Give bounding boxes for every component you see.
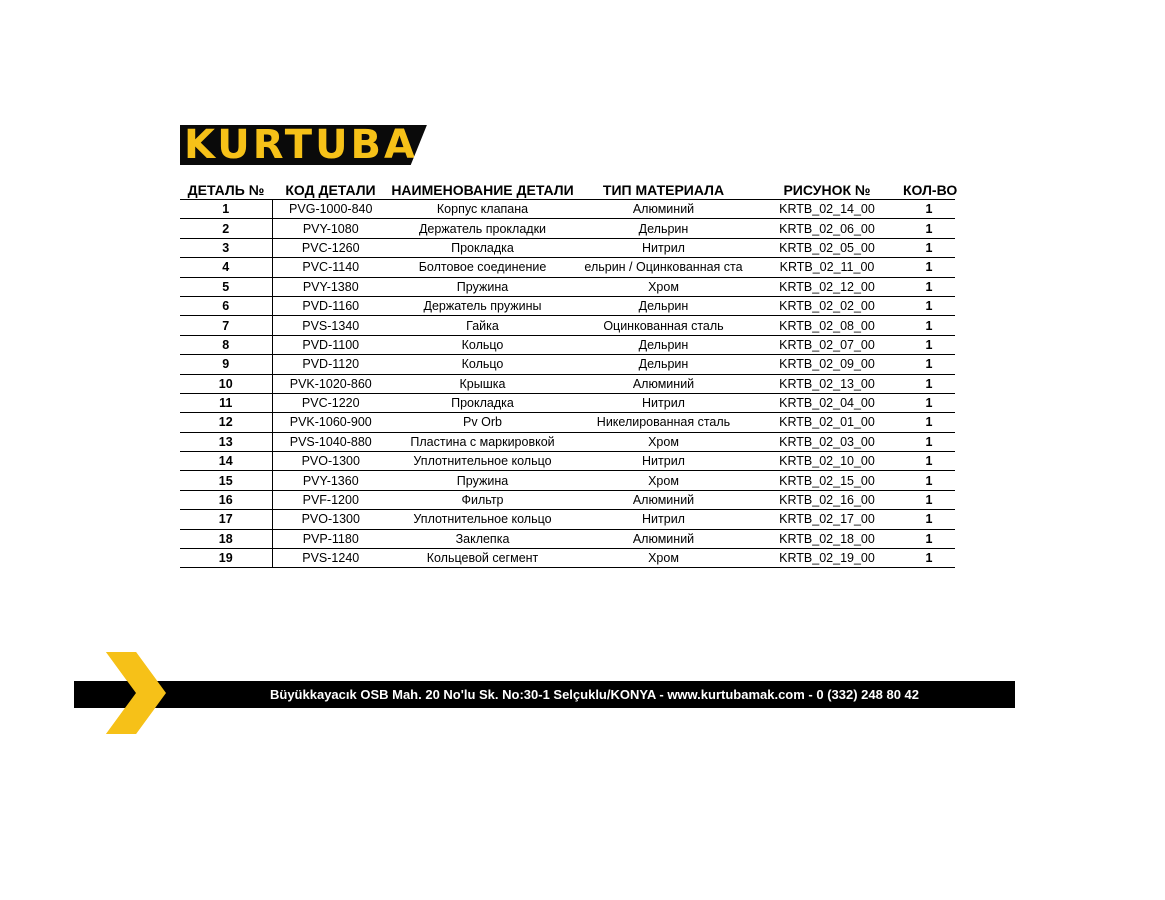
table-body — [180, 200, 955, 568]
cell-drawing: KRTB_02_18_00 — [751, 529, 903, 548]
cell-code: PVK-1020-860 — [272, 374, 389, 393]
cell-drawing: KRTB_02_03_00 — [751, 432, 903, 451]
cell-part-no: 19 — [180, 549, 272, 568]
table-header-row — [180, 181, 955, 200]
cell-material: Дельрин — [576, 296, 751, 315]
cell-drawing: KRTB_02_19_00 — [751, 549, 903, 568]
cell-material: Нитрил — [576, 393, 751, 412]
footer-address: Büyükkayacık OSB Mah. 20 No'lu Sk. No:30-1 Selçuklu/KONYA - www.kurtubamak.com - 0 (332) 248 80 42 — [270, 687, 919, 702]
cell-name: Кольцо — [389, 355, 576, 374]
cell-drawing: KRTB_02_07_00 — [751, 335, 903, 354]
table-row — [180, 510, 955, 529]
cell-name: Заклепка — [389, 529, 576, 548]
cell-name: Уплотнительное кольцо — [389, 510, 576, 529]
cell-part-no: 17 — [180, 510, 272, 529]
cell-code: PVK-1060-900 — [272, 413, 389, 432]
chevron-overlay-icon — [106, 652, 168, 734]
cell-qty: 1 — [903, 316, 955, 335]
cell-part-no: 3 — [180, 238, 272, 257]
cell-part-no: 5 — [180, 277, 272, 296]
cell-qty: 1 — [903, 355, 955, 374]
cell-part-no: 8 — [180, 335, 272, 354]
cell-part-no: 14 — [180, 452, 272, 471]
cell-part-no: 11 — [180, 393, 272, 412]
table-row — [180, 393, 955, 412]
cell-drawing: KRTB_02_13_00 — [751, 374, 903, 393]
table-row — [180, 529, 955, 548]
table-row — [180, 277, 955, 296]
cell-part-no: 16 — [180, 490, 272, 509]
cell-material: Нитрил — [576, 510, 751, 529]
cell-qty: 1 — [903, 510, 955, 529]
cell-name: Пружина — [389, 277, 576, 296]
cell-material: Дельрин — [576, 219, 751, 238]
table-row — [180, 238, 955, 257]
cell-qty: 1 — [903, 374, 955, 393]
cell-qty: 1 — [903, 200, 955, 219]
cell-part-no: 18 — [180, 529, 272, 548]
cell-qty: 1 — [903, 471, 955, 490]
cell-drawing: KRTB_02_14_00 — [751, 200, 903, 219]
parts-table — [180, 181, 958, 568]
table-row — [180, 219, 955, 238]
logo-text: KURTUBA — [184, 125, 418, 165]
cell-code: PVS-1040-880 — [272, 432, 389, 451]
cell-drawing: KRTB_02_09_00 — [751, 355, 903, 374]
cell-drawing: KRTB_02_05_00 — [751, 238, 903, 257]
table-row — [180, 296, 955, 315]
cell-material: ельрин / Оцинкованная ста — [576, 258, 751, 277]
table-row — [180, 200, 955, 219]
cell-code: PVY-1360 — [272, 471, 389, 490]
cell-name: Фильтр — [389, 490, 576, 509]
cell-part-no: 12 — [180, 413, 272, 432]
cell-drawing: KRTB_02_17_00 — [751, 510, 903, 529]
header-part-no: ДЕТАЛЬ № — [180, 181, 272, 200]
cell-code: PVD-1120 — [272, 355, 389, 374]
table-row — [180, 374, 955, 393]
cell-drawing: KRTB_02_06_00 — [751, 219, 903, 238]
cell-name: Прокладка — [389, 393, 576, 412]
cell-material: Хром — [576, 471, 751, 490]
footer-bar — [74, 681, 1015, 708]
cell-qty: 1 — [903, 258, 955, 277]
cell-name: Прокладка — [389, 238, 576, 257]
cell-material: Оцинкованная сталь — [576, 316, 751, 335]
kurtuba-logo — [180, 125, 432, 165]
cell-code: PVC-1260 — [272, 238, 389, 257]
cell-part-no: 13 — [180, 432, 272, 451]
cell-code: PVD-1100 — [272, 335, 389, 354]
cell-part-no: 1 — [180, 200, 272, 219]
cell-material: Алюминий — [576, 529, 751, 548]
cell-drawing: KRTB_02_15_00 — [751, 471, 903, 490]
cell-drawing: KRTB_02_01_00 — [751, 413, 903, 432]
cell-code: PVO-1300 — [272, 452, 389, 471]
cell-qty: 1 — [903, 452, 955, 471]
cell-part-no: 15 — [180, 471, 272, 490]
cell-material: Дельрин — [576, 355, 751, 374]
cell-qty: 1 — [903, 238, 955, 257]
table-row — [180, 413, 955, 432]
cell-code: PVP-1180 — [272, 529, 389, 548]
cell-name: Крышка — [389, 374, 576, 393]
cell-code: PVY-1380 — [272, 277, 389, 296]
cell-qty: 1 — [903, 277, 955, 296]
cell-qty: 1 — [903, 413, 955, 432]
cell-part-no: 10 — [180, 374, 272, 393]
cell-name: Кольцевой сегмент — [389, 549, 576, 568]
cell-name: Держатель пружины — [389, 296, 576, 315]
cell-part-no: 2 — [180, 219, 272, 238]
cell-code: PVS-1240 — [272, 549, 389, 568]
cell-material: Хром — [576, 277, 751, 296]
cell-part-no: 9 — [180, 355, 272, 374]
cell-code: PVF-1200 — [272, 490, 389, 509]
cell-material: Хром — [576, 549, 751, 568]
cell-qty: 1 — [903, 296, 955, 315]
header-material: ТИП МАТЕРИАЛА — [576, 181, 751, 200]
cell-code: PVC-1140 — [272, 258, 389, 277]
cell-qty: 1 — [903, 393, 955, 412]
cell-name: Пружина — [389, 471, 576, 490]
cell-material: Хром — [576, 432, 751, 451]
cell-drawing: KRTB_02_12_00 — [751, 277, 903, 296]
header-code: КОД ДЕТАЛИ — [272, 181, 389, 200]
table-row — [180, 258, 955, 277]
cell-qty: 1 — [903, 529, 955, 548]
cell-drawing: KRTB_02_16_00 — [751, 490, 903, 509]
cell-qty: 1 — [903, 549, 955, 568]
cell-name: Pv Orb — [389, 413, 576, 432]
cell-part-no: 4 — [180, 258, 272, 277]
table-row — [180, 471, 955, 490]
cell-qty: 1 — [903, 432, 955, 451]
cell-name: Пластина с маркировкой — [389, 432, 576, 451]
cell-code: PVD-1160 — [272, 296, 389, 315]
cell-code: PVO-1300 — [272, 510, 389, 529]
cell-name: Болтовое соединение — [389, 258, 576, 277]
cell-material: Нитрил — [576, 452, 751, 471]
cell-material: Алюминий — [576, 490, 751, 509]
cell-material: Нитрил — [576, 238, 751, 257]
header-name: НАИМЕНОВАНИЕ ДЕТАЛИ — [389, 181, 576, 200]
table-row — [180, 549, 955, 568]
cell-material: Алюминий — [576, 374, 751, 393]
cell-material: Никелированная сталь — [576, 413, 751, 432]
cell-name: Держатель прокладки — [389, 219, 576, 238]
header-qty: КОЛ-ВО — [903, 182, 958, 198]
cell-part-no: 7 — [180, 316, 272, 335]
table-row — [180, 316, 955, 335]
cell-qty: 1 — [903, 490, 955, 509]
cell-qty: 1 — [903, 335, 955, 354]
cell-name: Кольцо — [389, 335, 576, 354]
table-row — [180, 452, 955, 471]
cell-drawing: KRTB_02_04_00 — [751, 393, 903, 412]
table-row — [180, 335, 955, 354]
cell-qty: 1 — [903, 219, 955, 238]
cell-drawing: KRTB_02_08_00 — [751, 316, 903, 335]
table-row — [180, 490, 955, 509]
cell-code: PVC-1220 — [272, 393, 389, 412]
cell-part-no: 6 — [180, 296, 272, 315]
cell-material: Алюминий — [576, 200, 751, 219]
table-row — [180, 432, 955, 451]
cell-name: Уплотнительное кольцо — [389, 452, 576, 471]
cell-name: Гайка — [389, 316, 576, 335]
cell-name: Корпус клапана — [389, 200, 576, 219]
cell-code: PVG-1000-840 — [272, 200, 389, 219]
cell-material: Дельрин — [576, 335, 751, 354]
cell-drawing: KRTB_02_11_00 — [751, 258, 903, 277]
header-drawing: РИСУНОК № — [751, 181, 903, 200]
table-row — [180, 355, 955, 374]
cell-code: PVS-1340 — [272, 316, 389, 335]
cell-drawing: KRTB_02_02_00 — [751, 296, 903, 315]
cell-code: PVY-1080 — [272, 219, 389, 238]
cell-drawing: KRTB_02_10_00 — [751, 452, 903, 471]
